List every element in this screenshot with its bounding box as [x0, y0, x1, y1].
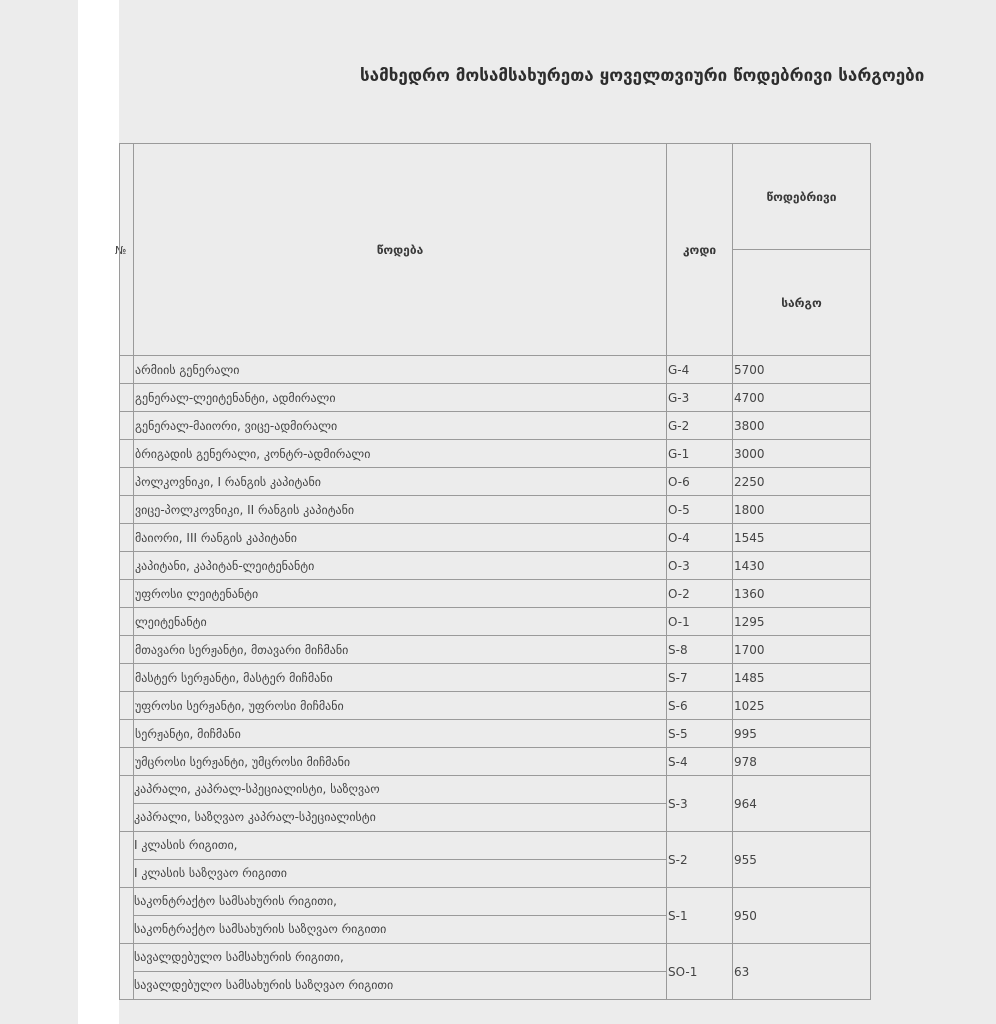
rank-cell: უფროსი სერჟანტი, უფროსი მიჩმანი [134, 692, 667, 720]
code-cell: O-6 [667, 468, 733, 496]
code-cell: S-3 [667, 776, 733, 832]
table-row [120, 636, 871, 664]
salary-cell: 955 [733, 832, 871, 888]
table-row [120, 692, 871, 720]
code-cell: S-7 [667, 664, 733, 692]
rank-cell: სერჟანტი, მიჩმანი [134, 720, 667, 748]
code-cell: S-8 [667, 636, 733, 664]
table-row [120, 944, 871, 1000]
table-row [120, 720, 871, 748]
rank-cell: მთავარი სერჟანტი, მთავარი მიჩმანი [134, 636, 667, 664]
code-cell: G-3 [667, 384, 733, 412]
salary-cell: 1485 [733, 664, 871, 692]
code-cell: O-3 [667, 552, 733, 580]
rank-line: I კლასის საზღვაო რიგითი [134, 859, 666, 887]
table-row [120, 608, 871, 636]
code-cell: G-1 [667, 440, 733, 468]
code-cell: S-4 [667, 748, 733, 776]
code-header: კოდი [667, 144, 733, 356]
table-row [120, 664, 871, 692]
table-row [120, 748, 871, 776]
rank-line: I კლასის რიგითი, [134, 838, 238, 852]
table-row [120, 888, 871, 944]
rank-cell [134, 944, 667, 1000]
rank-header: წოდება [134, 144, 667, 356]
table-row [120, 776, 871, 832]
table-row [120, 524, 871, 552]
salary-cell: 63 [733, 944, 871, 1000]
table-row [120, 496, 871, 524]
salary-cell: 3000 [733, 440, 871, 468]
rank-cell: კაპიტანი, კაპიტან-ლეიტენანტი [134, 552, 667, 580]
rank-cell: ბრიგადის გენერალი, კონტრ-ადმირალი [134, 440, 667, 468]
table-row [120, 552, 871, 580]
code-cell: O-2 [667, 580, 733, 608]
rank-cell: უფროსი ლეიტენანტი [134, 580, 667, 608]
salary-cell: 3800 [733, 412, 871, 440]
salary-cell: 1430 [733, 552, 871, 580]
code-cell: S-1 [667, 888, 733, 944]
salary-cell: 950 [733, 888, 871, 944]
salary-cell: 1360 [733, 580, 871, 608]
table-row [120, 468, 871, 496]
page-title: სამხედრო მოსამსახურეთა ყოველთვიური წოდებრივი სარგოები [360, 66, 925, 86]
rank-line: კაპრალი, საზღვაო კაპრალ-სპეციალისტი [134, 803, 666, 831]
rank-cell: გენერალ-ლეიტენანტი, ადმირალი [134, 384, 667, 412]
rank-cell [134, 888, 667, 944]
code-cell: S-2 [667, 832, 733, 888]
rank-cell: გენერალ-მაიორი, ვიცე-ადმირალი [134, 412, 667, 440]
row-number-header [120, 144, 134, 356]
salary-cell: 2250 [733, 468, 871, 496]
rank-cell: ვიცე-პოლკოვნიკი, II რანგის კაპიტანი [134, 496, 667, 524]
code-cell: G-4 [667, 356, 733, 384]
rank-cell: არმიის გენერალი [134, 356, 667, 384]
table-row [120, 412, 871, 440]
salary-header-line2: სარგო [733, 250, 871, 356]
code-cell: O-4 [667, 524, 733, 552]
salary-cell: 1295 [733, 608, 871, 636]
row-number-header-fragment: № [115, 244, 127, 257]
table-row [120, 580, 871, 608]
rank-line: საკონტრაქტო სამსახურის რიგითი, [134, 894, 337, 908]
salary-table [119, 143, 871, 1000]
salary-cell: 964 [733, 776, 871, 832]
salary-cell: 1800 [733, 496, 871, 524]
salary-cell: 1025 [733, 692, 871, 720]
table-row [120, 832, 871, 888]
rank-line: კაპრალი, კაპრალ-სპეციალისტი, საზღვაო [134, 782, 380, 796]
rank-cell [134, 832, 667, 888]
code-cell: S-5 [667, 720, 733, 748]
salary-cell: 978 [733, 748, 871, 776]
code-cell: S-6 [667, 692, 733, 720]
table-row [120, 440, 871, 468]
table-row [120, 384, 871, 412]
rank-cell: უმცროსი სერჟანტი, უმცროსი მიჩმანი [134, 748, 667, 776]
table-row [120, 356, 871, 384]
rank-cell: მაიორი, III რანგის კაპიტანი [134, 524, 667, 552]
rank-cell: ლეიტენანტი [134, 608, 667, 636]
code-cell: G-2 [667, 412, 733, 440]
rank-line: საკონტრაქტო სამსახურის საზღვაო რიგითი [134, 915, 666, 943]
rank-line: სავალდებულო სამსახურის საზღვაო რიგითი [134, 971, 666, 999]
salary-cell: 995 [733, 720, 871, 748]
left-white-bar [78, 0, 119, 1024]
rank-cell: მასტერ სერჟანტი, მასტერ მიჩმანი [134, 664, 667, 692]
code-cell: O-1 [667, 608, 733, 636]
code-cell: O-5 [667, 496, 733, 524]
salary-header-line1: წოდებრივი [733, 144, 871, 250]
code-cell: SO-1 [667, 944, 733, 1000]
salary-cell: 5700 [733, 356, 871, 384]
rank-line: სავალდებულო სამსახურის რიგითი, [134, 950, 344, 964]
salary-cell: 1545 [733, 524, 871, 552]
salary-cell: 4700 [733, 384, 871, 412]
rank-cell [134, 776, 667, 832]
salary-cell: 1700 [733, 636, 871, 664]
rank-cell: პოლკოვნიკი, I რანგის კაპიტანი [134, 468, 667, 496]
